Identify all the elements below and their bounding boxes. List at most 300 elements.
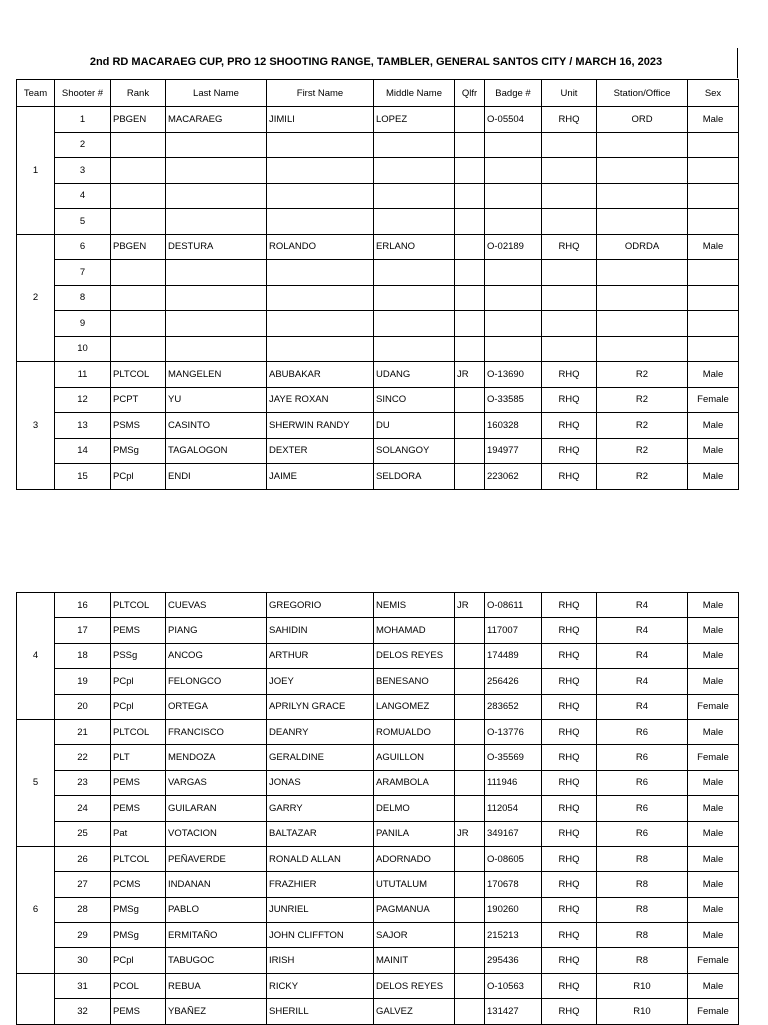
sex-cell: Male [688, 593, 739, 618]
qualifier-cell [455, 973, 485, 998]
rank-cell: PCpl [111, 464, 166, 490]
first-name-cell: ABUBAKAR [267, 362, 374, 388]
qualifier-cell [455, 183, 485, 209]
last-name-cell: TAGALOGON [166, 438, 267, 464]
table-row [17, 387, 739, 413]
rank-cell: PEMS [111, 999, 166, 1024]
badge-number-cell [485, 132, 542, 158]
last-name-cell [166, 209, 267, 235]
qualifier-cell [455, 694, 485, 719]
middle-name-cell [374, 132, 455, 158]
last-name-cell: MACARAEG [166, 107, 267, 133]
qualifier-cell [455, 209, 485, 235]
station-office-cell: R6 [597, 745, 688, 770]
table-row [17, 821, 739, 846]
last-name-cell [166, 336, 267, 362]
qualifier-cell [455, 719, 485, 744]
shooter-number-cell: 16 [55, 593, 111, 618]
last-name-cell [166, 158, 267, 184]
middle-name-cell [374, 260, 455, 286]
badge-number-cell: O-08611 [485, 593, 542, 618]
qualifier-cell [455, 311, 485, 337]
rank-cell [111, 260, 166, 286]
middle-name-cell: UTUTALUM [374, 872, 455, 897]
station-office-cell: R2 [597, 387, 688, 413]
table-row [17, 719, 739, 744]
middle-name-cell: LOPEZ [374, 107, 455, 133]
rank-cell: PCMS [111, 872, 166, 897]
first-name-cell: JOHN CLIFFTON [267, 923, 374, 948]
table-row [17, 132, 739, 158]
middle-name-cell: DU [374, 413, 455, 439]
shooter-number-cell: 7 [55, 260, 111, 286]
middle-name-cell: SELDORA [374, 464, 455, 490]
sex-cell: Female [688, 948, 739, 973]
table-row [17, 260, 739, 286]
shooter-number-cell: 2 [55, 132, 111, 158]
document-title: 2nd RD MACARAEG CUP, PRO 12 SHOOTING RANGE, TAMBLER, GENERAL SANTOS CITY / MARCH 16, 2023 [89, 56, 663, 68]
shooter-number-cell: 24 [55, 796, 111, 821]
first-name-cell: RONALD ALLAN [267, 846, 374, 871]
team-cell: 2 [17, 234, 55, 362]
qualifier-cell [455, 107, 485, 133]
unit-cell [542, 132, 597, 158]
sex-cell: Male [688, 438, 739, 464]
table-row [17, 158, 739, 184]
sex-cell: Male [688, 618, 739, 643]
last-name-cell: YU [166, 387, 267, 413]
shooter-number-cell: 19 [55, 669, 111, 694]
first-name-cell: JOEY [267, 669, 374, 694]
unit-cell [542, 158, 597, 184]
qualifier-cell [455, 464, 485, 490]
sex-cell: Male [688, 821, 739, 846]
sex-cell: Male [688, 719, 739, 744]
qualifier-cell [455, 234, 485, 260]
rank-cell: PMSg [111, 897, 166, 922]
badge-number-cell: 174489 [485, 643, 542, 668]
last-name-cell [166, 183, 267, 209]
sex-cell: Male [688, 669, 739, 694]
rank-cell: PEMS [111, 796, 166, 821]
rank-cell [111, 158, 166, 184]
first-name-cell [267, 132, 374, 158]
unit-cell: RHQ [542, 643, 597, 668]
qualifier-cell: JR [455, 362, 485, 388]
badge-number-cell [485, 336, 542, 362]
rank-cell: PMSg [111, 438, 166, 464]
shooter-number-cell: 21 [55, 719, 111, 744]
station-office-cell: ODRDA [597, 234, 688, 260]
badge-number-cell [485, 311, 542, 337]
shooter-number-cell: 14 [55, 438, 111, 464]
badge-number-cell: 256426 [485, 669, 542, 694]
unit-cell: RHQ [542, 923, 597, 948]
badge-number-cell: O-35569 [485, 745, 542, 770]
table-row [17, 285, 739, 311]
column-header-last-name: Last Name [166, 80, 267, 107]
first-name-cell [267, 260, 374, 286]
middle-name-cell: SINCO [374, 387, 455, 413]
last-name-cell: PEÑAVERDE [166, 846, 267, 871]
qualifier-cell [455, 948, 485, 973]
middle-name-cell: SOLANGOY [374, 438, 455, 464]
table-row [17, 796, 739, 821]
qualifier-cell [455, 796, 485, 821]
first-name-cell: APRILYN GRACE [267, 694, 374, 719]
last-name-cell: DESTURA [166, 234, 267, 260]
team-cell [17, 973, 55, 1024]
middle-name-cell [374, 311, 455, 337]
middle-name-cell: PAGMANUA [374, 897, 455, 922]
station-office-cell [597, 209, 688, 235]
rank-cell: PLTCOL [111, 362, 166, 388]
rank-cell: PCOL [111, 973, 166, 998]
badge-number-cell: 283652 [485, 694, 542, 719]
last-name-cell: YBAÑEZ [166, 999, 267, 1024]
first-name-cell: SHERILL [267, 999, 374, 1024]
unit-cell: RHQ [542, 618, 597, 643]
rank-cell: PBGEN [111, 234, 166, 260]
unit-cell: RHQ [542, 973, 597, 998]
station-office-cell: R8 [597, 948, 688, 973]
shooter-number-cell: 1 [55, 107, 111, 133]
badge-number-cell: O-05504 [485, 107, 542, 133]
sex-cell: Male [688, 413, 739, 439]
station-office-cell: R2 [597, 362, 688, 388]
last-name-cell: TABUGOC [166, 948, 267, 973]
column-header-badge-number: Badge # [485, 80, 542, 107]
middle-name-cell: MAINIT [374, 948, 455, 973]
shooter-number-cell: 28 [55, 897, 111, 922]
unit-cell: RHQ [542, 438, 597, 464]
station-office-cell [597, 336, 688, 362]
middle-name-cell: ERLANO [374, 234, 455, 260]
sex-cell: Female [688, 999, 739, 1024]
unit-cell: RHQ [542, 464, 597, 490]
shooter-number-cell: 22 [55, 745, 111, 770]
last-name-cell: MENDOZA [166, 745, 267, 770]
badge-number-cell: 170678 [485, 872, 542, 897]
last-name-cell: PABLO [166, 897, 267, 922]
table-row [17, 770, 739, 795]
last-name-cell: ANCOG [166, 643, 267, 668]
station-office-cell: R10 [597, 999, 688, 1024]
last-name-cell [166, 132, 267, 158]
first-name-cell [267, 158, 374, 184]
first-name-cell: DEANRY [267, 719, 374, 744]
station-office-cell [597, 132, 688, 158]
table-row [17, 923, 739, 948]
sex-cell: Male [688, 362, 739, 388]
station-office-cell: R2 [597, 464, 688, 490]
sex-cell: Male [688, 923, 739, 948]
sex-cell [688, 285, 739, 311]
last-name-cell: ENDI [166, 464, 267, 490]
badge-number-cell [485, 260, 542, 286]
unit-cell: RHQ [542, 796, 597, 821]
sex-cell [688, 336, 739, 362]
qualifier-cell [455, 132, 485, 158]
unit-cell: RHQ [542, 846, 597, 871]
station-office-cell: ORD [597, 107, 688, 133]
last-name-cell: CUEVAS [166, 593, 267, 618]
badge-number-cell [485, 285, 542, 311]
unit-cell: RHQ [542, 694, 597, 719]
unit-cell: RHQ [542, 387, 597, 413]
middle-name-cell: PANILA [374, 821, 455, 846]
badge-number-cell: 349167 [485, 821, 542, 846]
last-name-cell: GUILARAN [166, 796, 267, 821]
qualifier-cell [455, 618, 485, 643]
sex-cell: Male [688, 973, 739, 998]
rank-cell: PEMS [111, 770, 166, 795]
middle-name-cell: AGUILLON [374, 745, 455, 770]
last-name-cell: VOTACION [166, 821, 267, 846]
sex-cell: Male [688, 897, 739, 922]
qualifier-cell [455, 260, 485, 286]
middle-name-cell [374, 209, 455, 235]
shooter-number-cell: 13 [55, 413, 111, 439]
column-header-sex: Sex [688, 80, 739, 107]
first-name-cell: SAHIDIN [267, 618, 374, 643]
badge-number-cell: O-13690 [485, 362, 542, 388]
table-row [17, 999, 739, 1024]
badge-number-cell [485, 183, 542, 209]
table-row [17, 872, 739, 897]
qualifier-cell [455, 285, 485, 311]
last-name-cell [166, 285, 267, 311]
sex-cell: Female [688, 387, 739, 413]
station-office-cell: R10 [597, 973, 688, 998]
sex-cell [688, 311, 739, 337]
middle-name-cell [374, 158, 455, 184]
sex-cell: Male [688, 796, 739, 821]
middle-name-cell: BENESANO [374, 669, 455, 694]
shooter-number-cell: 29 [55, 923, 111, 948]
station-office-cell: R4 [597, 643, 688, 668]
middle-name-cell: ARAMBOLA [374, 770, 455, 795]
rank-cell: PCpl [111, 948, 166, 973]
first-name-cell: SHERWIN RANDY [267, 413, 374, 439]
unit-cell: RHQ [542, 999, 597, 1024]
station-office-cell: R6 [597, 796, 688, 821]
badge-number-cell: 111946 [485, 770, 542, 795]
station-office-cell: R8 [597, 872, 688, 897]
middle-name-cell: LANGOMEZ [374, 694, 455, 719]
sex-cell: Male [688, 872, 739, 897]
unit-cell: RHQ [542, 897, 597, 922]
badge-number-cell: 190260 [485, 897, 542, 922]
unit-cell [542, 260, 597, 286]
middle-name-cell: NEMIS [374, 593, 455, 618]
badge-number-cell: 131427 [485, 999, 542, 1024]
qualifier-cell [455, 897, 485, 922]
first-name-cell [267, 183, 374, 209]
table-row [17, 413, 739, 439]
last-name-cell: REBUA [166, 973, 267, 998]
table-row [17, 846, 739, 871]
table-row [17, 234, 739, 260]
rank-cell [111, 336, 166, 362]
last-name-cell: CASINTO [166, 413, 267, 439]
station-office-cell: R4 [597, 694, 688, 719]
shooter-number-cell: 18 [55, 643, 111, 668]
last-name-cell: FELONGCO [166, 669, 267, 694]
roster-table-2 [16, 592, 739, 1025]
table-row [17, 464, 739, 490]
rank-cell [111, 209, 166, 235]
unit-cell [542, 285, 597, 311]
table-row [17, 362, 739, 388]
qualifier-cell [455, 413, 485, 439]
first-name-cell: DEXTER [267, 438, 374, 464]
unit-cell: RHQ [542, 362, 597, 388]
qualifier-cell [455, 872, 485, 897]
first-name-cell [267, 336, 374, 362]
table-row [17, 669, 739, 694]
qualifier-cell [455, 336, 485, 362]
rank-cell [111, 132, 166, 158]
rank-cell: PCpl [111, 669, 166, 694]
station-office-cell [597, 158, 688, 184]
badge-number-cell: O-13776 [485, 719, 542, 744]
first-name-cell: GARRY [267, 796, 374, 821]
qualifier-cell [455, 438, 485, 464]
station-office-cell [597, 260, 688, 286]
unit-cell [542, 311, 597, 337]
column-header-shooter-number: Shooter # [55, 80, 111, 107]
badge-number-cell: 194977 [485, 438, 542, 464]
qualifier-cell [455, 770, 485, 795]
last-name-cell [166, 311, 267, 337]
station-office-cell: R4 [597, 593, 688, 618]
badge-number-cell: 295436 [485, 948, 542, 973]
badge-number-cell [485, 158, 542, 184]
badge-number-cell: 112054 [485, 796, 542, 821]
shooter-number-cell: 8 [55, 285, 111, 311]
table-row [17, 948, 739, 973]
middle-name-cell [374, 336, 455, 362]
station-office-cell: R6 [597, 821, 688, 846]
station-office-cell [597, 311, 688, 337]
shooter-number-cell: 6 [55, 234, 111, 260]
shooter-number-cell: 27 [55, 872, 111, 897]
rank-cell: PLT [111, 745, 166, 770]
rank-cell: PSMS [111, 413, 166, 439]
column-header-first-name: First Name [267, 80, 374, 107]
unit-cell: RHQ [542, 770, 597, 795]
last-name-cell: PIANG [166, 618, 267, 643]
header-row [17, 80, 739, 107]
last-name-cell: MANGELEN [166, 362, 267, 388]
station-office-cell [597, 285, 688, 311]
table-row [17, 643, 739, 668]
qualifier-cell: JR [455, 593, 485, 618]
first-name-cell: RICKY [267, 973, 374, 998]
sex-cell: Male [688, 846, 739, 871]
last-name-cell: ORTEGA [166, 694, 267, 719]
middle-name-cell: MOHAMAD [374, 618, 455, 643]
middle-name-cell: SAJOR [374, 923, 455, 948]
sex-cell [688, 132, 739, 158]
shooter-number-cell: 31 [55, 973, 111, 998]
table-row [17, 973, 739, 998]
unit-cell: RHQ [542, 745, 597, 770]
unit-cell: RHQ [542, 872, 597, 897]
table-row [17, 897, 739, 922]
unit-cell: RHQ [542, 593, 597, 618]
sex-cell [688, 260, 739, 286]
shooter-number-cell: 5 [55, 209, 111, 235]
sex-cell [688, 209, 739, 235]
rank-cell: PBGEN [111, 107, 166, 133]
team-cell: 3 [17, 362, 55, 490]
shooter-number-cell: 32 [55, 999, 111, 1024]
unit-cell [542, 209, 597, 235]
roster-table-1 [16, 79, 739, 490]
middle-name-cell: DELOS REYES [374, 973, 455, 998]
column-header-rank: Rank [111, 80, 166, 107]
qualifier-cell [455, 669, 485, 694]
table-row [17, 336, 739, 362]
shooter-number-cell: 12 [55, 387, 111, 413]
badge-number-cell: O-33585 [485, 387, 542, 413]
table-row [17, 183, 739, 209]
middle-name-cell: ADORNADO [374, 846, 455, 871]
middle-name-cell: DELMO [374, 796, 455, 821]
table-row [17, 694, 739, 719]
column-header-team: Team [17, 80, 55, 107]
first-name-cell: GREGORIO [267, 593, 374, 618]
first-name-cell: BALTAZAR [267, 821, 374, 846]
sex-cell [688, 183, 739, 209]
rank-cell [111, 311, 166, 337]
rank-cell: PEMS [111, 618, 166, 643]
column-header-qualifier: Qlfr [455, 80, 485, 107]
shooter-number-cell: 9 [55, 311, 111, 337]
first-name-cell: JONAS [267, 770, 374, 795]
last-name-cell: ERMITAÑO [166, 923, 267, 948]
sex-cell: Female [688, 694, 739, 719]
shooter-number-cell: 20 [55, 694, 111, 719]
rank-cell: PCPT [111, 387, 166, 413]
qualifier-cell [455, 643, 485, 668]
middle-name-cell: GALVEZ [374, 999, 455, 1024]
first-name-cell: FRAZHIER [267, 872, 374, 897]
table-row [17, 311, 739, 337]
qualifier-cell [455, 846, 485, 871]
shooter-number-cell: 10 [55, 336, 111, 362]
last-name-cell: FRANCISCO [166, 719, 267, 744]
badge-number-cell [485, 209, 542, 235]
middle-name-cell: DELOS REYES [374, 643, 455, 668]
rank-cell: Pat [111, 821, 166, 846]
station-office-cell: R4 [597, 669, 688, 694]
first-name-cell: IRISH [267, 948, 374, 973]
unit-cell [542, 183, 597, 209]
first-name-cell: JAYE ROXAN [267, 387, 374, 413]
badge-number-cell: O-02189 [485, 234, 542, 260]
qualifier-cell [455, 387, 485, 413]
station-office-cell: R8 [597, 897, 688, 922]
team-cell: 5 [17, 719, 55, 846]
station-office-cell: R2 [597, 413, 688, 439]
shooter-number-cell: 30 [55, 948, 111, 973]
rank-cell: PLTCOL [111, 846, 166, 871]
sex-cell: Male [688, 234, 739, 260]
station-office-cell: R6 [597, 719, 688, 744]
